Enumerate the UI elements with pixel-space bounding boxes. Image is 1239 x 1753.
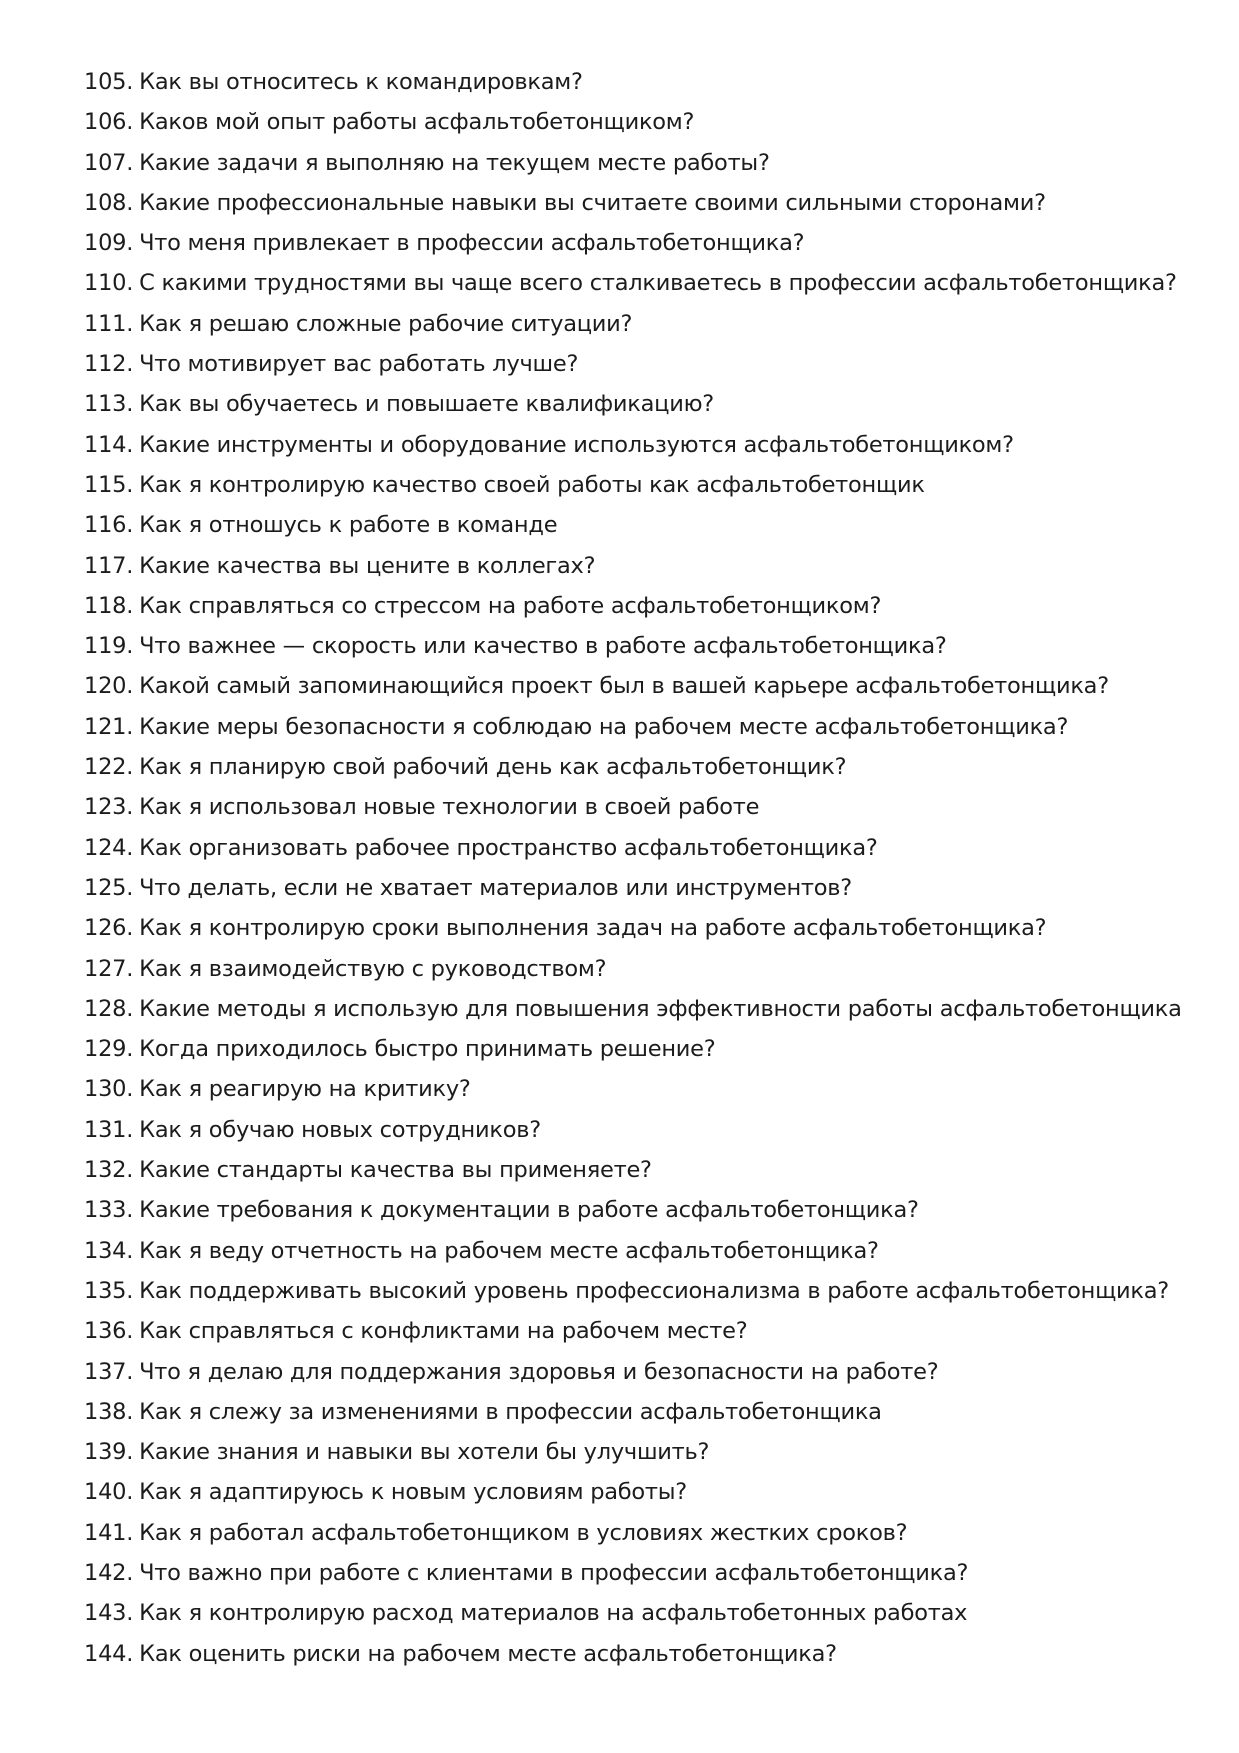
question-text: Что мотивирует вас работать лучше? [139, 351, 579, 378]
question-text: Как я веду отчетность на рабочем месте асфальтобетонщика? [139, 1237, 879, 1264]
list-item [84, 263, 1204, 303]
question-number: 119. [84, 633, 134, 660]
question-number: 114. [84, 431, 134, 458]
question-text: Как оценить риски на рабочем месте асфальтобетонщика? [139, 1640, 837, 1667]
list-item [84, 1472, 1204, 1512]
question-text: Какие профессиональные навыки вы считаете своими сильными сторонами? [139, 189, 1046, 216]
question-text: Как я отношусь к работе в команде [139, 512, 558, 539]
list-item [84, 1311, 1204, 1351]
list-item [84, 505, 1204, 545]
question-number: 112. [84, 351, 134, 378]
list-item [84, 707, 1204, 747]
question-text: Как я адаптируюсь к новым условиям работы? [139, 1479, 687, 1506]
list-item [84, 1110, 1204, 1150]
list-item [84, 425, 1204, 465]
question-number: 113. [84, 391, 134, 418]
question-text: Как вы относитесь к командировкам? [139, 69, 583, 95]
question-text: Когда приходилось быстро принимать решение? [139, 1036, 716, 1063]
question-text: Что я делаю для поддержания здоровья и безопасности на работе? [139, 1358, 939, 1385]
list-item [84, 143, 1204, 183]
question-text: Каков мой опыт работы асфальтобетонщиком? [139, 109, 695, 136]
list-item [84, 1513, 1204, 1553]
question-text: Какие задачи я выполняю на текущем месте работы? [139, 149, 770, 176]
question-text: Что меня привлекает в профессии асфальтобетонщика? [139, 230, 805, 257]
list-item [84, 223, 1204, 263]
list-item [84, 304, 1204, 344]
question-text: Как я реагирую на критику? [139, 1076, 471, 1103]
question-number: 128. [84, 995, 134, 1022]
question-number: 136. [84, 1318, 134, 1345]
question-text: С какими трудностями вы чаще всего сталкиваетесь в профессии асфальтобетонщика? [139, 270, 1177, 297]
question-text: Какие инструменты и оборудование используются асфальтобетонщиком? [139, 431, 1014, 458]
question-number: 122. [84, 754, 134, 781]
question-text: Как я контролирую сроки выполнения задач на работе асфальтобетонщика? [139, 915, 1047, 942]
list-item [84, 1392, 1204, 1432]
question-number: 127. [84, 955, 134, 982]
question-number: 116. [84, 512, 134, 539]
question-text: Какой самый запоминающийся проект был в вашей карьере асфальтобетонщика? [139, 673, 1109, 700]
question-text: Как я слежу за изменениями в профессии асфальтобетонщика [139, 1398, 882, 1425]
question-text: Что важно при работе с клиентами в профессии асфальтобетонщика? [139, 1559, 969, 1586]
question-number: 125. [84, 874, 134, 901]
question-number: 118. [84, 592, 134, 619]
question-number: 144. [84, 1640, 134, 1667]
list-item [84, 62, 1204, 102]
question-text: Как я взаимодействую с руководством? [139, 955, 607, 982]
question-number: 117. [84, 552, 134, 579]
list-item [84, 1069, 1204, 1109]
question-number: 139. [84, 1439, 134, 1466]
list-item [84, 908, 1204, 948]
list-item [84, 102, 1204, 142]
list-item [84, 747, 1204, 787]
question-number: 124. [84, 834, 134, 861]
question-text: Как организовать рабочее пространство асфальтобетонщика? [139, 834, 878, 861]
question-text: Что делать, если не хватает материалов или инструментов? [139, 874, 852, 901]
question-number: 137. [84, 1358, 134, 1385]
list-item [84, 626, 1204, 666]
question-number: 109. [84, 230, 134, 257]
list-item [84, 949, 1204, 989]
list-item [84, 1190, 1204, 1230]
question-text: Какие меры безопасности я соблюдаю на рабочем месте асфальтобетонщика? [139, 713, 1069, 740]
question-text: Какие требования к документации в работе асфальтобетонщика? [139, 1197, 919, 1224]
question-text: Как справляться с конфликтами на рабочем месте? [139, 1318, 748, 1345]
question-number: 111. [84, 310, 134, 337]
question-number: 140. [84, 1479, 134, 1506]
list-item [84, 828, 1204, 868]
question-number: 142. [84, 1559, 134, 1586]
question-number: 121. [84, 713, 134, 740]
list-item [84, 868, 1204, 908]
question-number: 129. [84, 1036, 134, 1063]
list-item [84, 666, 1204, 706]
question-text: Как я контролирую качество своей работы как асфальтобетонщик [139, 471, 925, 498]
list-item [84, 1634, 1204, 1674]
list-item [84, 787, 1204, 827]
question-number: 126. [84, 915, 134, 942]
list-item [84, 989, 1204, 1029]
question-number: 130. [84, 1076, 134, 1103]
question-number: 135. [84, 1277, 134, 1304]
question-number: 138. [84, 1398, 134, 1425]
question-number: 123. [84, 794, 134, 821]
question-number: 143. [84, 1600, 134, 1627]
question-text: Какие стандарты качества вы применяете? [139, 1157, 652, 1184]
question-text: Как справляться со стрессом на работе асфальтобетонщиком? [139, 592, 882, 619]
list-item [84, 183, 1204, 223]
list-item [84, 1553, 1204, 1593]
list-item [84, 586, 1204, 626]
question-number: 141. [84, 1519, 134, 1546]
question-text: Какие методы я использую для повышения эффективности работы асфальтобетонщика [139, 995, 1182, 1022]
question-text: Какие качества вы цените в коллегах? [139, 552, 596, 579]
question-number: 120. [84, 673, 134, 700]
question-text: Что важнее — скорость или качество в работе асфальтобетонщика? [139, 633, 947, 660]
question-number: 107. [84, 149, 134, 176]
question-number: 108. [84, 189, 134, 216]
question-text: Как вы обучаетесь и повышаете квалификацию? [139, 391, 714, 418]
list-item [84, 1231, 1204, 1271]
question-text: Как я решаю сложные рабочие ситуации? [139, 310, 633, 337]
list-item [84, 1432, 1204, 1472]
question-text: Как я использовал новые технологии в своей работе [139, 794, 760, 821]
question-number: 106. [84, 109, 134, 136]
question-number: 132. [84, 1157, 134, 1184]
question-text: Как я работал асфальтобетонщиком в условиях жестких сроков? [139, 1519, 908, 1546]
list-item [84, 1593, 1204, 1633]
question-number: 115. [84, 471, 134, 498]
question-number: 110. [84, 270, 134, 297]
list-item [84, 1150, 1204, 1190]
list-item [84, 465, 1204, 505]
question-text: Какие знания и навыки вы хотели бы улучшить? [139, 1439, 710, 1466]
question-number: 134. [84, 1237, 134, 1264]
list-item [84, 1271, 1204, 1311]
question-text: Как я планирую свой рабочий день как асфальтобетонщик? [139, 754, 847, 781]
question-number: 131. [84, 1116, 134, 1143]
question-number: 133. [84, 1197, 134, 1224]
list-item [84, 344, 1204, 384]
list-item [84, 384, 1204, 424]
question-text: Как я контролирую расход материалов на асфальтобетонных работах [139, 1600, 968, 1627]
question-text: Как я обучаю новых сотрудников? [139, 1116, 541, 1143]
question-list [84, 62, 1204, 1674]
list-item [84, 1029, 1204, 1069]
list-item [84, 1352, 1204, 1392]
question-number: 105. [84, 69, 134, 95]
question-text: Как поддерживать высокий уровень профессионализма в работе асфальтобетонщика? [139, 1277, 1169, 1304]
list-item [84, 546, 1204, 586]
